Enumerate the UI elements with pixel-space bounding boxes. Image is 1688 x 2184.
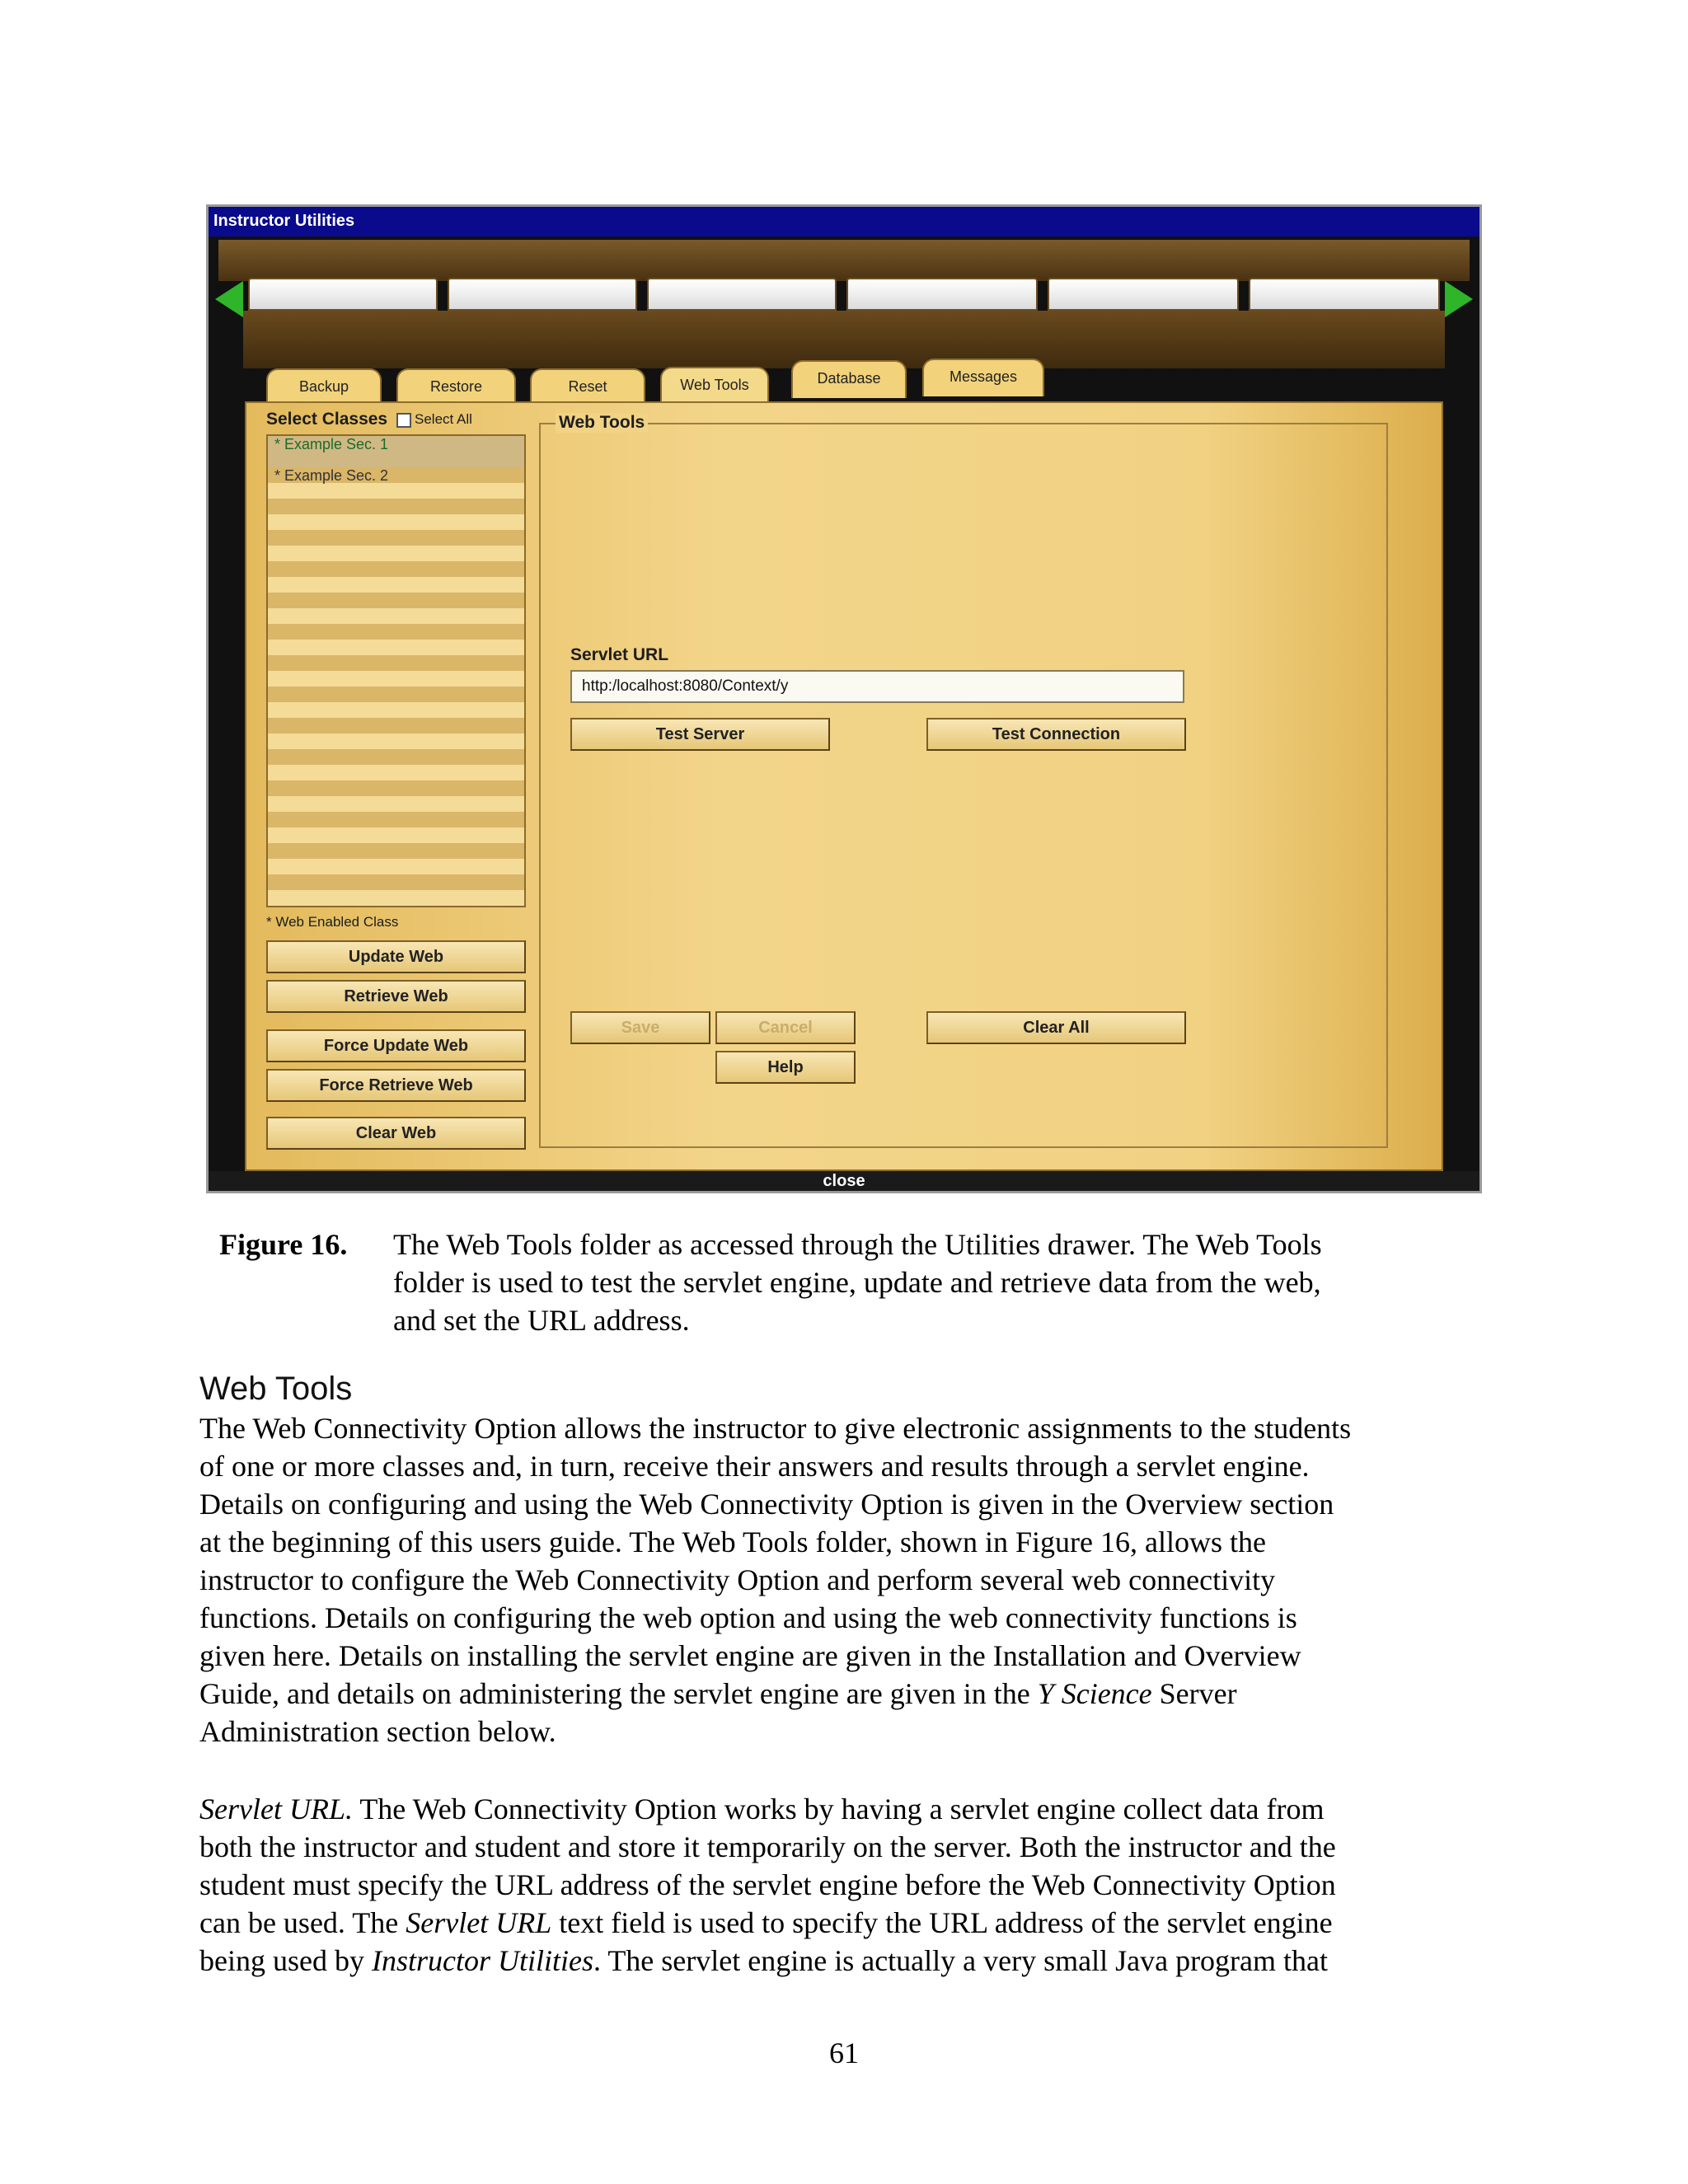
- web-tools-group-title: Web Tools: [556, 413, 648, 433]
- tab-web-tools[interactable]: Web Tools: [660, 367, 769, 410]
- window-title: Instructor Utilities: [213, 212, 355, 230]
- force-retrieve-web-button[interactable]: Force Retrieve Web: [266, 1069, 526, 1102]
- tab-restore[interactable]: Restore: [396, 368, 516, 406]
- caption-line: folder is used to test the servlet engine, update and retrieve data from the web,: [393, 1266, 1321, 1299]
- tab-messages[interactable]: Messages: [922, 359, 1044, 396]
- list-item[interactable]: * Example Sec. 1: [268, 436, 524, 467]
- italic-run: Servlet URL: [406, 1906, 552, 1939]
- text-line: [199, 1904, 1502, 1942]
- title-bar: [209, 207, 1479, 237]
- section-heading: Web Tools: [199, 1371, 353, 1407]
- figure-label: Figure 16.: [219, 1228, 348, 1261]
- text-line: given here. Details on installing the servlet engine are given in the Installation and Overview: [199, 1639, 1301, 1672]
- paragraph-1: [199, 1409, 1502, 1750]
- text-run: Server: [1151, 1677, 1237, 1710]
- web-tools-folder: [245, 401, 1443, 1171]
- caption-line: and set the URL address.: [393, 1304, 690, 1337]
- force-update-web-button[interactable]: Force Update Web: [266, 1029, 526, 1062]
- select-classes-label: Select Classes: [266, 410, 388, 429]
- folder-stub: [846, 278, 1038, 311]
- text-run: . The servlet engine is actually a very small Java program that: [593, 1944, 1329, 1977]
- folder-stub: [647, 278, 837, 311]
- cancel-button[interactable]: Cancel: [715, 1011, 856, 1044]
- servlet-url-label: Servlet URL: [570, 645, 669, 664]
- folder-stub: [1249, 278, 1440, 311]
- text-run: The Web Connectivity Option works by having a servlet engine collect data from: [352, 1793, 1325, 1825]
- web-enabled-legend: * Web Enabled Class: [266, 914, 399, 930]
- left-arrow-icon[interactable]: [215, 281, 243, 317]
- text-line: The Web Connectivity Option allows the instructor to give electronic assignments to the students: [199, 1412, 1352, 1445]
- tab-reset[interactable]: Reset: [530, 368, 645, 406]
- clear-web-button[interactable]: Clear Web: [266, 1117, 526, 1150]
- figure-caption: [393, 1226, 1465, 1339]
- text-run: can be used. The: [199, 1906, 406, 1939]
- test-server-button[interactable]: Test Server: [570, 718, 830, 751]
- servlet-url-input[interactable]: http:/localhost:8080/Context/y: [570, 670, 1184, 703]
- folder-stub: [1048, 278, 1239, 311]
- class-list[interactable]: [266, 434, 526, 907]
- folder-stub: [248, 278, 438, 311]
- caption-line: The Web Tools folder as accessed through the Utilities drawer. The Web Tools: [393, 1228, 1322, 1261]
- text-line: functions. Details on configuring the web option and using the web connectivity functions is: [199, 1601, 1297, 1634]
- text-line: of one or more classes and, in turn, receive their answers and results through a servlet engine.: [199, 1450, 1310, 1483]
- drawer-top: [218, 240, 1470, 281]
- text-line: [199, 1790, 1502, 1828]
- tab-backup[interactable]: Backup: [266, 368, 382, 406]
- instructor-utilities-window: [206, 204, 1482, 1193]
- text-run: being used by: [199, 1944, 372, 1977]
- italic-run: Y Science: [1037, 1677, 1152, 1710]
- right-arrow-icon[interactable]: [1445, 281, 1473, 317]
- text-line: Details on configuring and using the Web Connectivity Option is given in the Overview section: [199, 1488, 1334, 1521]
- text-line: [199, 1675, 1502, 1713]
- utilities-drawer: [209, 237, 1479, 1171]
- clear-all-button[interactable]: Clear All: [926, 1011, 1186, 1044]
- italic-run: Servlet URL.: [199, 1793, 353, 1825]
- retrieve-web-button[interactable]: Retrieve Web: [266, 980, 526, 1013]
- select-all-label: Select All: [415, 411, 472, 427]
- text-line: both the instructor and student and store it temporarily on the server. Both the instructor and the: [199, 1830, 1336, 1863]
- text-run: Guide, and details on administering the servlet engine are given in the: [199, 1677, 1038, 1710]
- text-run: text field is used to specify the URL address of the servlet engine: [551, 1906, 1333, 1939]
- text-line: instructor to configure the Web Connectivity Option and perform several web connectivity: [199, 1563, 1276, 1596]
- help-button[interactable]: Help: [715, 1051, 856, 1084]
- folder-stub: [448, 278, 637, 311]
- web-tools-group: [539, 413, 1388, 1148]
- test-connection-button[interactable]: Test Connection: [926, 718, 1186, 751]
- page-number: 61: [829, 2036, 859, 2069]
- text-line: student must specify the URL address of the servlet engine before the Web Connectivity Option: [199, 1868, 1336, 1901]
- save-button[interactable]: Save: [570, 1011, 710, 1044]
- text-line: at the beginning of this users guide. The Web Tools folder, shown in Figure 16, allows the: [199, 1526, 1266, 1558]
- close-button[interactable]: close: [209, 1171, 1479, 1191]
- select-all-checkbox[interactable]: [396, 413, 411, 428]
- text-line: [199, 1942, 1502, 1980]
- list-item[interactable]: * Example Sec. 2: [274, 467, 389, 484]
- update-web-button[interactable]: Update Web: [266, 940, 526, 973]
- paragraph-2: [199, 1790, 1502, 1980]
- text-line: Administration section below.: [199, 1715, 556, 1748]
- italic-run: Instructor Utilities: [371, 1944, 593, 1977]
- tab-database[interactable]: Database: [791, 360, 907, 398]
